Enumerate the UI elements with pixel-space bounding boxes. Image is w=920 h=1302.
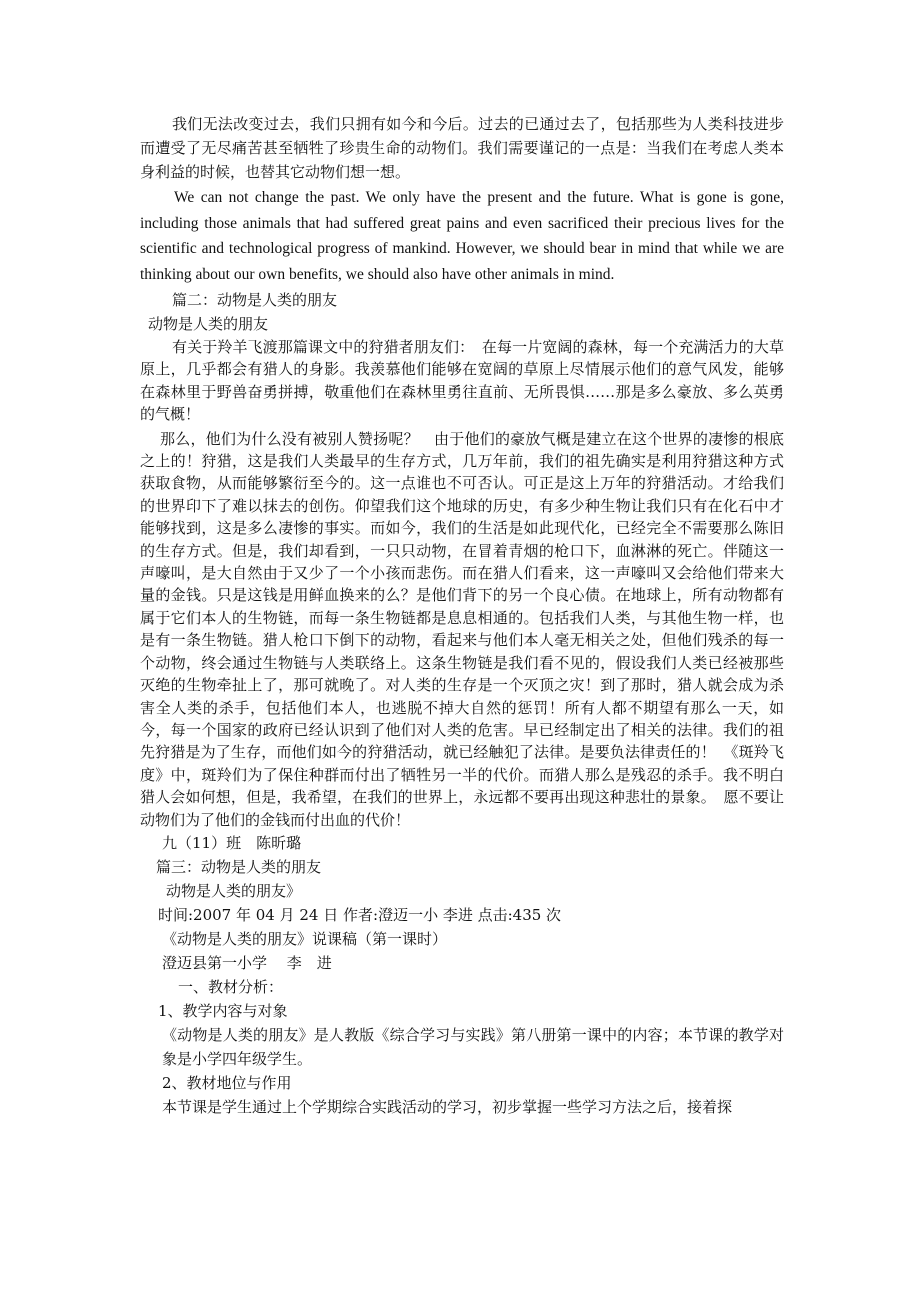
- outline-heading-1: 一、教材分析：: [178, 977, 284, 996]
- lesson-plan-title: 《动物是人类的朋友》说课稿（第一课时）: [162, 929, 448, 948]
- outline-heading-1-1: 1、教学内容与对象: [158, 1001, 288, 1020]
- outline-heading-1-2: 2、教材地位与作用: [162, 1073, 292, 1092]
- essay-title-part2: 动物是人类的朋友: [148, 315, 269, 333]
- paragraph-hunters-address: 有关于羚羊飞渡那篇课文中的狩猎者朋友们： 在每一片宽阔的森林，每一个充满活力的大草原上，几乎都会有猎人的身影。我羡慕他们能够在宽阔的草原上尽情展示他们的意气风发，能够在森林里于野兽奋勇拼搏，敬重他们在森林里勇往直前、无所畏惧……那是多么豪放、多么英勇的气概！: [140, 338, 784, 424]
- section-heading-part3: 篇三：动物是人类的朋友: [156, 857, 322, 876]
- article-meta-line: 时间:2007 年 04 月 24 日 作者:澄迈一小 李进 点击:435 次: [158, 905, 562, 924]
- paragraph-intro-english: We can not change the past. We only have the present and the future. What is gone is gone, including those animals that had suffered great pains and even sacrificed their precious lives for the scientific and technological progress of mankind. However, we should bear in mind that while we are thinking about our own benefits, we should also have other animals in mind.: [140, 189, 784, 283]
- section-heading-part2: 篇二：动物是人类的朋友: [172, 291, 338, 309]
- outline-body-1-1: 《动物是人类的朋友》是人教版《综合学习与实践》第八册第一课中的内容；本节课的教学对象是小学四年级学生。: [162, 1025, 784, 1068]
- paragraph-hunting-argument: 那么，他们为什么没有被别人赞扬呢？ 由于他们的豪放气概是建立在这个世界的凄惨的根底之上的！狩猎，这是我们人类最早的生存方式，几万年前，我们的祖先确实是利用狩猎这种方式获取食物，从而能够繁衍至今的。这一点谁也不可否认。可正是这上万年的狩猎活动。才给我们的世界印下了难以抹去的创伤。仰望我们这个地球的历史，有多少种生物让我们只有在化石中才能够找到，这是多么凄惨的事实。而如今，我们的生活是如此现代化，已经完全不需要那么陈旧的生存方式。但是，我们却看到，一只只动物，在冒着青烟的枪口下，血淋淋的死亡。伴随这一声嚎叫，是大自然由于又少了一个小孩而悲伤。而在猎人们看来，这一声嚎叫又会给他们带来大量的金钱。只是这钱是用鲜血换来的么？是他们背下的另一个良心债。在地球上，所有动物都有属于它们本人的生物链，而每一条生物链都是息息相通的。包括我们人类，与其他生物一样，也是有一条生物链。猎人枪口下倒下的动物，看起来与他们本人毫无相关之处，但他们残杀的每一个动物，终会通过生物链与人类联络上。这条生物链是我们看不见的，假设我们人类已经被那些灭绝的生物牵扯上了，那可就晚了。对人类的生存是一个灭顶之灾！到了那时，猎人就会成为杀害全人类的杀手，包括他们本人，也逃脱不掉大自然的惩罚！所有人都不期望有那么一天，如今，每一个国家的政府已经认识到了他们对人类的危害。早已经制定出了相关的法律。我们的祖先狩猎是为了生存，而他们如今的狩猎活动，就已经触犯了法律。是要负法律责任的！ 《斑羚飞度》中，斑羚们为了保住种群而付出了牺牲另一半的代价。而猎人那么是残忍的杀手。我不明白猎人会如何想，但是，我希望，在我们的世界上，永远都不要再出现这种悲壮的景象。 愿不要让动物们为了他们的金钱而付出血的代价！: [140, 429, 784, 829]
- outline-body-1-2: 本节课是学生通过上个学期综合实践活动的学习，初步掌握一些学习方法之后，接着探: [162, 1097, 733, 1116]
- paragraph-intro-chinese: 我们无法改变过去，我们只拥有如今和今后。过去的已通过去了，包括那些为人类科技进步而遭受了无尽痛苦甚至牺牲了珍贵生命的动物们。我们需要谨记的一点是：当我们在考虑人类本身利益的时候，也替其它动物们想一想。: [140, 115, 784, 181]
- author-signature: 九（11）班 陈昕璐: [162, 833, 302, 852]
- school-author-line: 澄迈县第一小学 李 进: [162, 953, 332, 972]
- document-page: [140, 112, 784, 1119]
- essay-title-part3: 动物是人类的朋友》: [166, 881, 302, 900]
